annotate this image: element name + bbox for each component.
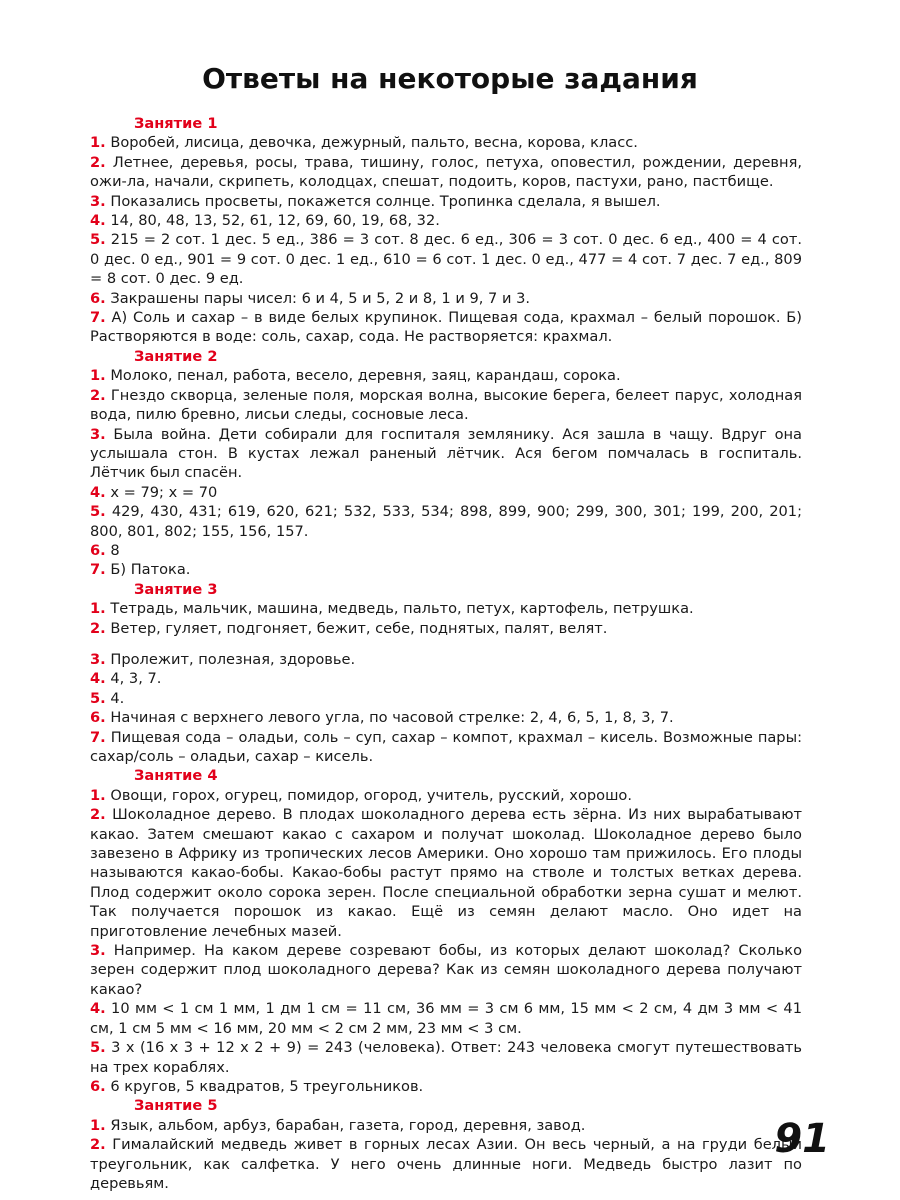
answer-text: Гнездо скворца, зеленые поля, морская волна, высокие берега, белеет парус, холодная вода, пилю бревно, лисьи следы, сосновые леса. [90,386,803,424]
answer-item [90,153,802,192]
answer-item [90,1038,802,1077]
answer-text: Язык, альбом, арбуз, барабан, газета, город, деревня, завод. [110,1116,586,1134]
answer-text: x = 79; x = 70 [110,483,218,501]
answer-number: 3. [90,942,106,960]
answer-number: 6. [90,541,106,559]
answer-text: Воробей, лисица, девочка, дежурный, пальто, весна, корова, класс. [110,134,638,152]
answer-text: 4, 3, 7. [110,670,162,688]
answer-text: 14, 80, 48, 13, 52, 61, 12, 69, 60, 19, 68, 32. [110,212,440,230]
answer-number: 3. [90,650,106,668]
answer-number: 5. [90,503,106,521]
answer-text: Ветер, гуляет, подгоняет, бежит, себе, поднятых, палят, велят. [110,619,608,637]
answer-text: Б) Патока. [110,561,191,579]
answer-number: 1. [90,786,106,804]
answer-number: 4. [90,670,106,688]
lesson-heading: Занятие 3 [134,580,218,598]
lesson-heading: Занятие 4 [134,767,218,785]
answer-number: 1. [90,1116,106,1134]
answer-text: Например. На каком дереве созревают бобы, из которых делают шоколад? Сколько зерен содержит плод шоколадного дерева? Как из семян шоколадного дерева получают какао? [90,942,802,998]
answer-number: 4. [90,483,106,501]
answer-item [90,502,802,541]
answer-text: Закрашены пары чисел: 6 и 4, 5 и 5, 2 и 8, 1 и 9, 7 и 3. [110,289,531,307]
answer-text: Начиная с верхнего левого угла, по часовой стрелке: 2, 4, 6, 5, 1, 8, 3, 7. [110,709,674,727]
answers-content [90,114,802,1193]
answer-number: 2. [90,806,106,824]
answer-item [90,619,802,638]
lesson-heading: Занятие 5 [134,1097,218,1115]
answer-item [90,366,802,385]
answer-text: Овощи, горох, огурец, помидор, огород, учитель, русский, хорошо. [110,786,632,804]
answer-item [90,689,802,708]
answer-number: 2. [90,386,106,404]
answer-text: Была война. Дети собирали для госпиталя землянику. Ася зашла в чащу. Вдруг она услышала стон. В кустах лежал раненый лётчик. Ася бегом помчалась в госпиталь. Лётчик был спасён. [90,425,803,482]
answer-number: 2. [90,1136,106,1154]
answer-text: Тетрадь, мальчик, машина, медведь, пальто, петух, картофель, петрушка. [110,600,694,618]
answer-number: 5. [90,689,106,707]
answer-number: 1. [90,367,106,385]
answer-item [90,1116,802,1135]
spacer [90,638,802,650]
answer-number: 7. [90,309,106,327]
answer-number: 6. [90,709,106,727]
answer-item [90,1077,802,1096]
answer-item [90,192,802,211]
answer-text: 6 кругов, 5 квадратов, 5 треугольников. [110,1077,424,1095]
answer-number: 6. [90,289,106,307]
answer-number: 4. [90,1000,106,1018]
answer-item [90,599,802,618]
answer-item [90,230,802,288]
lesson-heading: Занятие 1 [134,115,218,132]
answer-text: 8 [110,541,120,559]
answer-number: 4. [90,212,106,230]
answer-text: Пищевая сода – оладьи, соль – суп, сахар – компот, крахмал – кисель. Возможные пары: сахар/соль – оладьи, сахар – кисель. [90,728,803,765]
answer-text: 3 x (16 x 3 + 12 x 2 + 9) = 243 (человека). Ответ: 243 человека смогут путешествовать на трех кораблях. [90,1039,802,1076]
answer-item [90,541,802,560]
answer-text: Пролежит, полезная, здоровье. [110,650,356,668]
answer-item [90,289,802,308]
answer-number: 1. [90,600,106,618]
answer-text: Молоко, пенал, работа, весело, деревня, заяц, карандаш, сорока. [110,367,621,385]
answer-item [90,708,802,727]
answer-item [90,560,802,579]
answer-item [90,941,802,999]
answer-number: 3. [90,192,106,210]
answer-number: 1. [90,134,106,152]
answer-text: 215 = 2 сот. 1 дес. 5 ед., 386 = 3 сот. 8 дес. 6 ед., 306 = 3 сот. 0 дес. 6 ед., 400 = 4 сот. 0 дес. 0 ед., 901 = 9 сот. 0 дес. 1 ед., 610 = 6 сот. 1 дес. 0 ед., 477 = 4 сот. 7 дес. 7 ед., 809 = 8 сот. 0 дес. 9 ед. [90,231,802,288]
answer-text: Показались просветы, покажется солнце. Тропинка сделала, я вышел. [110,192,661,210]
answer-text: Летнее, деревья, росы, трава, тишину, голос, петуха, оповестил, рождении, деревня, ожи-ла, начали, скрипеть, колодцах, спешат, подоить, коров, пастухи, рано, пастбище. [90,153,802,191]
answer-item [90,386,802,425]
answer-item [90,425,802,483]
answer-text: Шоколадное дерево. В плодах шоколадного дерева есть зёрна. Из них вырабатывают какао. Затем смешают какао с сахаром и получат шоколад. Шоколадное дерево было завезено в Африку из тропических лесов Америки. Оно хорошо там прижилось. Его плоды называются какао-бобы. Какао-бобы растут прямо на стволе и толстых ветках дерева. Плод содержит около сорока зерен. После специальной обработки зерна сушат и мелют. Так получается порошок из какао. Ещё из семян делают масло. Оно идет на приготовление лечебных мазей. [90,806,802,940]
answer-text: 10 мм < 1 см 1 мм, 1 дм 1 см = 11 см, 36 мм = 3 см 6 мм, 15 мм < 2 см, 4 дм 3 мм < 41 см, 1 см 5 мм < 16 мм, 20 мм < 2 см 2 мм, 23 мм < 3 см. [90,1000,802,1037]
answer-item [90,669,802,688]
answer-text: 429, 430, 431; 619, 620, 621; 532, 533, 534; 898, 899, 900; 299, 300, 301; 199, 200, 201; 800, 801, 802; 155, 156, 157. [90,503,803,540]
answer-item [90,308,802,347]
answer-item [90,805,802,941]
answer-text: 4. [110,689,125,707]
answer-text: А) Соль и сахар – в виде белых крупинок. Пищевая сода, крахмал – белый порошок. Б) Растворяются в воде: соль, сахар, сода. Не растворяется: крахмал. [90,309,802,346]
answer-number: 2. [90,619,106,637]
answer-item [90,211,802,230]
answer-item [90,786,802,805]
page-number: 91 [774,1116,830,1162]
answer-number: 6. [90,1077,106,1095]
answer-item [90,999,802,1038]
answer-item [90,483,802,502]
answer-item [90,1135,802,1193]
answer-number: 7. [90,728,106,746]
answer-item [90,650,802,669]
answer-number: 5. [90,1039,106,1057]
answer-item [90,133,802,152]
answer-text: Гималайский медведь живет в горных лесах Азии. Он весь черный, а на груди белый треугольник, как салфетка. У него очень длинные ноги. Медведь быстро лазит по деревьям. [90,1136,803,1192]
answer-item [90,728,802,767]
page-title: Ответы на некоторые задания [202,62,698,95]
lesson-heading: Занятие 2 [134,347,218,365]
answer-number: 3. [90,425,106,443]
answer-number: 5. [90,231,106,249]
answer-number: 2. [90,153,106,171]
answer-number: 7. [90,561,106,579]
